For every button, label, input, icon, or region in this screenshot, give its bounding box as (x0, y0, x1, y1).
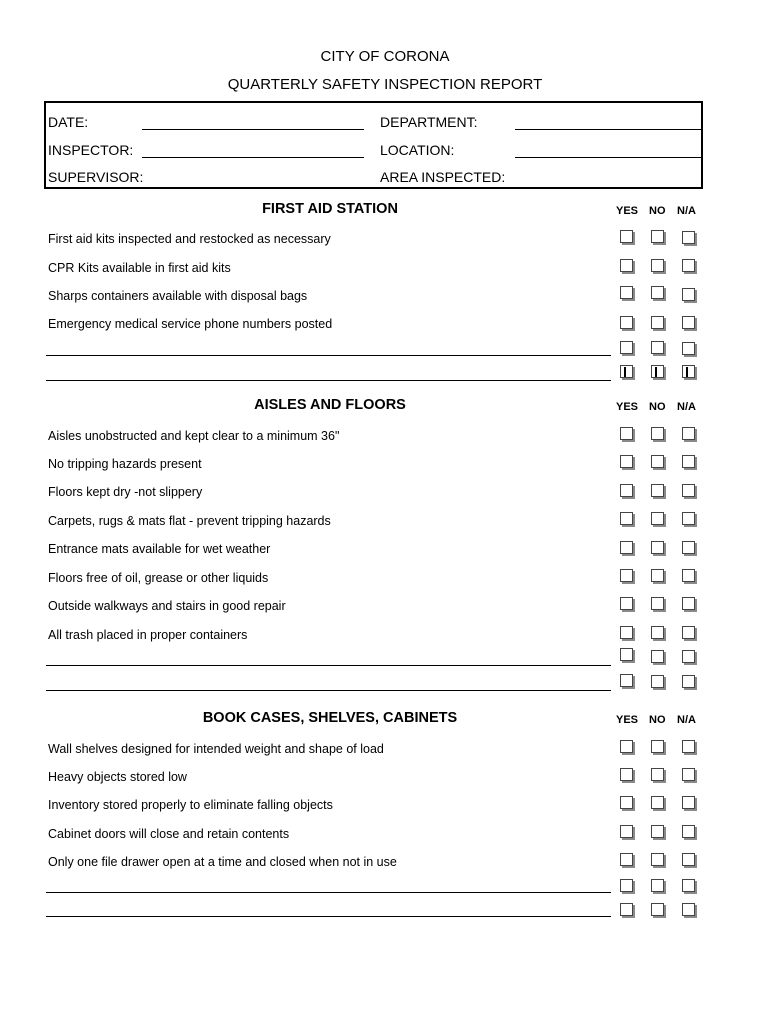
na-checkbox[interactable] (682, 288, 695, 301)
no-checkbox[interactable] (651, 903, 664, 916)
blank-item-line[interactable] (46, 916, 611, 917)
no-checkbox[interactable] (651, 825, 664, 838)
col-yes-header: YES (616, 205, 639, 217)
na-checkbox[interactable] (682, 853, 695, 866)
na-checkbox[interactable] (682, 740, 695, 753)
blank-item-line[interactable] (46, 892, 611, 893)
checklist-item: First aid kits inspected and restocked as necessary (48, 232, 331, 246)
area-inspected-label: AREA INSPECTED: (380, 169, 506, 185)
na-checkbox[interactable] (682, 569, 695, 582)
checklist-item: Heavy objects stored low (48, 770, 187, 784)
na-checkbox[interactable] (682, 541, 695, 554)
no-checkbox[interactable] (651, 626, 664, 639)
checklist-item: All trash placed in proper containers (48, 628, 248, 642)
no-checkbox[interactable] (651, 768, 664, 781)
yes-checkbox[interactable] (620, 825, 633, 838)
na-checkbox[interactable] (682, 455, 695, 468)
no-checkbox[interactable] (651, 740, 664, 753)
checklist-item: CPR Kits available in first aid kits (48, 261, 231, 275)
yes-checkbox[interactable] (620, 230, 633, 243)
yes-checkbox[interactable] (620, 541, 633, 554)
yes-checkbox[interactable] (620, 569, 633, 582)
yes-checkbox[interactable] (620, 455, 633, 468)
col-no-header: NO (649, 205, 666, 217)
no-checkbox[interactable] (651, 365, 664, 378)
na-checkbox[interactable] (682, 342, 695, 355)
yes-checkbox[interactable] (620, 365, 633, 378)
yes-checkbox[interactable] (620, 674, 633, 687)
date-field[interactable] (142, 129, 364, 130)
section-title-book-cases: BOOK CASES, SHELVES, CABINETS (202, 710, 458, 726)
yes-checkbox[interactable] (620, 903, 633, 916)
col-na-header: N/A (677, 205, 696, 217)
checklist-item: Outside walkways and stairs in good repair (48, 599, 286, 613)
yes-checkbox[interactable] (620, 259, 633, 272)
na-checkbox[interactable] (682, 597, 695, 610)
yes-checkbox[interactable] (620, 597, 633, 610)
supervisor-label: SUPERVISOR: (48, 169, 144, 185)
document-title: CITY OF CORONA (320, 48, 450, 65)
na-checkbox[interactable] (682, 512, 695, 525)
checklist-item: Entrance mats available for wet weather (48, 542, 271, 556)
col-na-header: N/A (677, 401, 696, 413)
col-yes-header: YES (616, 714, 639, 726)
yes-checkbox[interactable] (620, 853, 633, 866)
blank-item-line[interactable] (46, 380, 611, 381)
col-no-header: NO (649, 714, 666, 726)
na-checkbox[interactable] (682, 796, 695, 809)
department-field[interactable] (515, 129, 701, 130)
yes-checkbox[interactable] (620, 626, 633, 639)
na-checkbox[interactable] (682, 903, 695, 916)
yes-checkbox[interactable] (620, 512, 633, 525)
no-checkbox[interactable] (651, 230, 664, 243)
no-checkbox[interactable] (651, 541, 664, 554)
checklist-item: Inventory stored properly to eliminate falling objects (48, 798, 333, 812)
checklist-item: Floors kept dry -not slippery (48, 485, 203, 499)
blank-item-line[interactable] (46, 355, 611, 356)
na-checkbox[interactable] (682, 484, 695, 497)
no-checkbox[interactable] (651, 512, 664, 525)
na-checkbox[interactable] (682, 825, 695, 838)
na-checkbox[interactable] (682, 365, 695, 378)
no-checkbox[interactable] (651, 796, 664, 809)
no-checkbox[interactable] (651, 879, 664, 892)
checklist-item: Emergency medical service phone numbers posted (48, 317, 333, 331)
yes-checkbox[interactable] (620, 768, 633, 781)
date-label: DATE: (48, 114, 89, 130)
yes-checkbox[interactable] (620, 316, 633, 329)
location-label: LOCATION: (380, 142, 455, 158)
yes-checkbox[interactable] (620, 427, 633, 440)
na-checkbox[interactable] (682, 626, 695, 639)
yes-checkbox[interactable] (620, 648, 633, 661)
no-checkbox[interactable] (651, 427, 664, 440)
yes-checkbox[interactable] (620, 341, 633, 354)
col-yes-header: YES (616, 401, 639, 413)
na-checkbox[interactable] (682, 675, 695, 688)
checklist-item: No tripping hazards present (48, 457, 202, 471)
section-title-aisles-floors: AISLES AND FLOORS (254, 397, 406, 413)
yes-checkbox[interactable] (620, 286, 633, 299)
na-checkbox[interactable] (682, 231, 695, 244)
col-na-header: N/A (677, 714, 696, 726)
document-subtitle: QUARTERLY SAFETY INSPECTION REPORT (227, 76, 543, 93)
na-checkbox[interactable] (682, 879, 695, 892)
checklist-item: Carpets, rugs & mats flat - prevent tripping hazards (48, 514, 331, 528)
checklist-item: Aisles unobstructed and kept clear to a minimum 36" (48, 429, 340, 443)
no-checkbox[interactable] (651, 650, 664, 663)
checklist-item: Floors free of oil, grease or other liquids (48, 571, 269, 585)
location-field[interactable] (515, 157, 701, 158)
yes-checkbox[interactable] (620, 879, 633, 892)
yes-checkbox[interactable] (620, 740, 633, 753)
no-checkbox[interactable] (651, 853, 664, 866)
inspector-field[interactable] (142, 157, 364, 158)
no-checkbox[interactable] (651, 316, 664, 329)
checklist-item: Cabinet doors will close and retain contents (48, 827, 290, 841)
checklist-item: Wall shelves designed for intended weight and shape of load (48, 742, 384, 756)
na-checkbox[interactable] (682, 427, 695, 440)
no-checkbox[interactable] (651, 675, 664, 688)
yes-checkbox[interactable] (620, 796, 633, 809)
no-checkbox[interactable] (651, 597, 664, 610)
no-checkbox[interactable] (651, 455, 664, 468)
no-checkbox[interactable] (651, 259, 664, 272)
no-checkbox[interactable] (651, 484, 664, 497)
blank-item-line[interactable] (46, 690, 611, 691)
inspector-label: INSPECTOR: (48, 142, 134, 158)
yes-checkbox[interactable] (620, 484, 633, 497)
department-label: DEPARTMENT: (380, 114, 478, 130)
no-checkbox[interactable] (651, 341, 664, 354)
col-no-header: NO (649, 401, 666, 413)
no-checkbox[interactable] (651, 569, 664, 582)
na-checkbox[interactable] (682, 259, 695, 272)
na-checkbox[interactable] (682, 650, 695, 663)
no-checkbox[interactable] (651, 286, 664, 299)
blank-item-line[interactable] (46, 665, 611, 666)
checklist-item: Only one file drawer open at a time and closed when not in use (48, 855, 397, 869)
checklist-item: Sharps containers available with disposal bags (48, 289, 308, 303)
section-title-first-aid: FIRST AID STATION (262, 201, 398, 217)
na-checkbox[interactable] (682, 316, 695, 329)
na-checkbox[interactable] (682, 768, 695, 781)
